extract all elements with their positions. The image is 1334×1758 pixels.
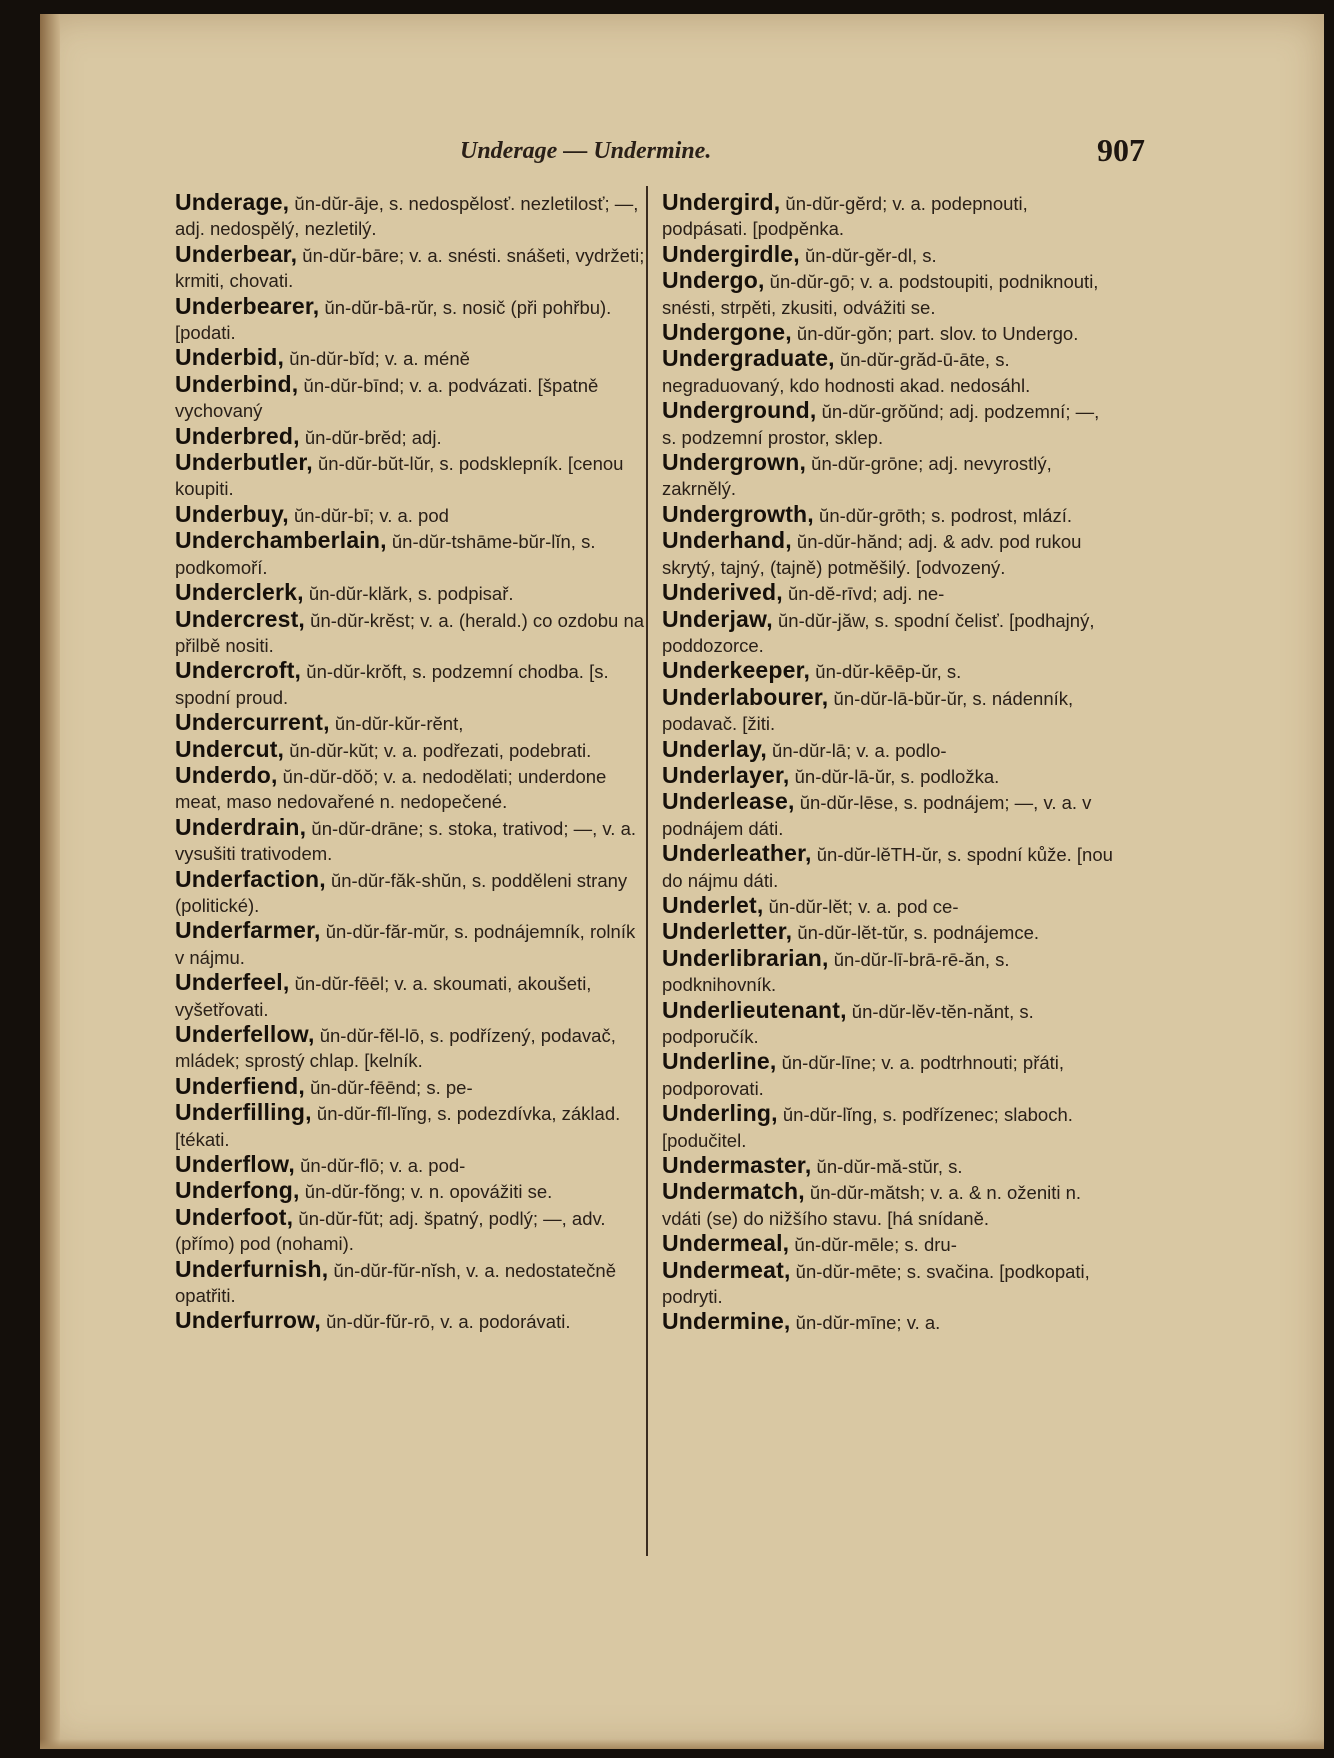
entry-headword: Undercurrent, [175, 709, 330, 736]
dictionary-entry [165, 658, 645, 710]
entry-headword: Underjaw, [662, 605, 773, 632]
dictionary-entry [165, 607, 645, 659]
entry-headword: Underflow, [175, 1151, 295, 1178]
left-column [165, 190, 645, 1570]
entry-definition: ŭn-dŭr-bī; v. a. pod [288, 504, 449, 526]
entry-headword: Underhand, [662, 527, 792, 554]
dictionary-entry [165, 502, 645, 528]
dictionary-entry [652, 190, 1117, 242]
entry-definition: ŭn-dŭr-mīne; v. a. [790, 1312, 941, 1334]
entry-headword: Underfellow, [175, 1021, 315, 1047]
dictionary-entry [652, 320, 1117, 346]
entry-definition: ŭn-dŭr-hănd; adj. & adv. pod rukou skrytý, tajný, (tajně) potměšilý. [odvozený. [662, 531, 1082, 578]
entry-headword: Undermaster, [662, 1152, 812, 1179]
entry-definition: ŭn-dŭr-lēse, s. podnájem; —, v. a. v podnájem dáti. [662, 792, 1092, 839]
entry-definition: ŭn-dŭr-gĕr-dl, s. [799, 244, 937, 266]
dictionary-entry [165, 372, 645, 424]
dictionary-entry [652, 1179, 1117, 1231]
running-title: Underage — Undermine. [460, 138, 712, 164]
entry-definition: ŭn-dŭr-lĕTH-ŭr, s. spodní kůže. [nou do nájmu dáti. [662, 844, 1113, 891]
dictionary-entry [165, 737, 645, 763]
entry-headword: Undergo, [662, 267, 765, 294]
dictionary-entry [165, 815, 645, 867]
entry-definition: ŭn-dŭr-făk-shŭn, s. podděleni strany (politické). [175, 869, 628, 916]
entry-headword: Underage, [175, 189, 290, 215]
entry-headword: Underlay, [662, 735, 767, 762]
dictionary-entry [652, 763, 1117, 789]
entry-headword: Underground, [662, 397, 817, 424]
entry-headword: Underfarmer, [175, 917, 321, 944]
entry-definition: ŭn-dŭr-tshāme-bŭr-lĭn, s. podkomoří. [175, 531, 596, 578]
column-divider [646, 186, 648, 1556]
dictionary-entry [652, 398, 1117, 450]
entry-headword: Underbid, [175, 344, 285, 371]
dictionary-entry [652, 841, 1117, 893]
entry-definition: ŭn-dŭr-lĕt; v. a. pod ce- [763, 895, 959, 917]
dictionary-entry [165, 345, 645, 371]
entry-headword: Underlayer, [662, 761, 790, 788]
dictionary-entry [652, 580, 1117, 606]
entry-definition: ŭn-dŭr-brĕd; adj. [299, 426, 442, 448]
entry-headword: Underbutler, [175, 449, 313, 476]
dictionary-entry [165, 1205, 645, 1257]
entry-headword: Underlieutenant, [662, 996, 847, 1023]
dictionary-entry [652, 1049, 1117, 1101]
dictionary-entry [165, 294, 645, 346]
entry-headword: Undergone, [662, 319, 792, 346]
entry-definition: ŭn-dŭr-fēēl; v. a. skoumati, akoušeti, vyšetřovati. [175, 973, 592, 1020]
dictionary-entry [165, 763, 645, 815]
entry-definition: ŭn-dŭr-grŏŭnd; adj. podzemní; —, s. podzemní prostor, sklep. [662, 401, 1100, 448]
entry-headword: Underchamberlain, [175, 527, 387, 554]
dictionary-entry [652, 789, 1117, 841]
entry-headword: Undermine, [662, 1308, 791, 1335]
entry-headword: Underfoot, [175, 1203, 294, 1230]
entry-headword: Undergraduate, [662, 345, 835, 372]
entry-headword: Underleather, [662, 840, 812, 867]
entry-definition: ŭn-dŭr-lā; v. a. podlo- [766, 739, 947, 761]
entry-definition: ŭn-dŭr-grōne; adj. nevyrostlý, zakrnělý. [662, 453, 1052, 500]
entry-definition: ŭn-dŭr-făr-mŭr, s. podnájemník, rolník v nájmu. [175, 921, 636, 968]
dictionary-entry [652, 346, 1117, 398]
dictionary-entry [165, 1074, 645, 1100]
dictionary-entry [652, 893, 1117, 919]
entry-definition: ŭn-dŭr-āje, s. nedospělosť. nezletilosť; —, adj. nedospělý, nezletilý. [175, 193, 639, 240]
dictionary-entry [165, 1257, 645, 1309]
page-header [40, 130, 1324, 170]
dictionary-entry [652, 502, 1117, 528]
dictionary-entry [165, 1178, 645, 1204]
entry-headword: Underline, [662, 1048, 777, 1075]
entry-definition: ŭn-dŭr-kŭr-rĕnt, [329, 713, 464, 735]
entry-headword: Undergirdle, [662, 240, 800, 267]
entry-headword: Underlabourer, [662, 683, 829, 710]
entry-definition: ŭn-dŭr-lĭng, s. podřízenec; slaboch. [podučitel. [662, 1104, 1073, 1151]
entry-definition: ŭn-dŭr-krĕst; v. a. (herald.) co ozdobu na přilbě nositi. [175, 609, 645, 656]
dictionary-entry [165, 1308, 645, 1334]
dictionary-entry [165, 242, 645, 294]
entry-definition: ŭn-dŭr-gō; v. a. podstoupiti, podniknouti, snésti, strpěti, zkusiti, odvážiti se. [662, 271, 1099, 318]
entry-definition: ŭn-dŭr-mă-stŭr, s. [811, 1156, 963, 1178]
dictionary-entry [165, 1022, 645, 1074]
entry-definition: ŭn-dŭr-fĭl-lĭng, s. podezdívka, základ. [tékati. [175, 1103, 621, 1150]
entry-headword: Underlibrarian, [662, 944, 829, 971]
entry-headword: Underfurrow, [175, 1307, 321, 1334]
entry-headword: Undermeal, [662, 1230, 790, 1257]
entry-definition: ŭn-dŭr-flō; v. a. pod- [294, 1155, 466, 1177]
right-column [652, 190, 1117, 1570]
dictionary-entry [652, 1258, 1117, 1310]
entry-headword: Underfilling, [175, 1099, 312, 1126]
entry-headword: Underfong, [175, 1177, 300, 1204]
entry-definition: ŭn-dŭr-grăd-ū-āte, s. negraduovaný, kdo hodnosti akad. nedosáhl. [662, 349, 1031, 396]
dictionary-entry [165, 450, 645, 502]
entry-definition: ŭn-dŭr-kŭt; v. a. podřezati, podebrati. [284, 739, 592, 761]
page-number: 907 [1097, 132, 1145, 168]
entry-definition: ŭn-dŭr-drāne; s. stoka, trativod; —, v. a. vysušiti trativodem. [175, 817, 636, 865]
entry-headword: Underkeeper, [662, 657, 811, 684]
dictionary-entry [652, 607, 1117, 659]
dictionary-entry [165, 918, 645, 970]
dictionary-entry [165, 528, 645, 580]
entry-definition: ŭn-dŭr-līne; v. a. podtrhnouti; přáti, podporovati. [662, 1052, 1065, 1099]
entry-definition: ŭn-dŭr-jăw, s. spodní čelisť. [podhajný, poddozorce. [662, 609, 1095, 656]
entry-definition: ŭn-dŭr-bīnd; v. a. podvázati. [špatně vychovaný [175, 374, 599, 422]
entry-definition: ŭn-dŭr-klărk, s. podpisař. [303, 583, 514, 605]
entry-definition: ŭn-dŭr-mătsh; v. a. & n. oženiti n. vdáti (se) do nižšího stavu. [há snídaně. [662, 1182, 1082, 1229]
entry-definition: ŭn-dŭr-fŭr-nĭsh, v. a. nedostatečně opatřiti. [175, 1259, 616, 1307]
entry-headword: Underbear, [175, 240, 298, 267]
entry-definition: ŭn-dŭr-kēēp-ŭr, s. [810, 661, 962, 683]
entry-definition: ŭn-dŭr-fĕl-lō, s. podřízený, podavač, mládek; sprostý chlap. [kelník. [175, 1025, 616, 1072]
entry-definition: ŭn-dŭr-fŭr-rō, v. a. podorávati. [320, 1311, 571, 1333]
entry-headword: Underfaction, [175, 865, 326, 892]
entry-definition: ŭn-dŭr-bĭd; v. a. méně [284, 348, 470, 370]
entry-headword: Underling, [662, 1100, 778, 1127]
entry-headword: Underlease, [662, 788, 795, 815]
entry-headword: Undergrowth, [662, 500, 814, 527]
dictionary-entry [165, 970, 645, 1022]
dictionary-entry [652, 1153, 1117, 1179]
entry-headword: Underbearer, [175, 292, 320, 319]
dictionary-entry [652, 450, 1117, 502]
entry-definition: ŭn-dŭr-mēle; s. dru- [789, 1234, 957, 1256]
dictionary-entry [652, 1101, 1117, 1153]
entry-headword: Underlet, [662, 891, 764, 918]
entry-definition: ŭn-dŭr-gĕrd; v. a. podepnouti, podpásati. [podpěnka. [662, 193, 1028, 240]
dictionary-page [40, 14, 1324, 1749]
entry-headword: Undercrest, [175, 605, 306, 632]
entry-headword: Undermatch, [662, 1178, 805, 1205]
entry-definition: ŭn-dŭr-dŏŏ; v. a. nedodělati; underdone meat, maso nedovařené n. nedopečené. [175, 765, 607, 813]
dictionary-entry [652, 268, 1117, 320]
dictionary-entry [652, 998, 1117, 1050]
entry-definition: ŭn-dŭr-bā-rŭr, s. nosič (při pohřbu). [podati. [175, 296, 612, 344]
entry-headword: Underived, [662, 579, 783, 606]
entry-headword: Underbind, [175, 370, 299, 397]
entry-headword: Underdo, [175, 761, 278, 788]
entry-headword: Undergrown, [662, 449, 807, 476]
entry-headword: Undercut, [175, 735, 285, 762]
entry-definition: ŭn-dŭr-mēte; s. svačina. [podkopati, podryti. [662, 1260, 1090, 1308]
entry-definition: ŭn-dŭr-lī-brā-rē-ăn, s. podknihovník. [662, 948, 1010, 996]
entry-headword: Underbuy, [175, 500, 289, 527]
entry-definition: ŭn-dŭr-bāre; v. a. snésti. snášeti, vydržeti; krmiti, chovati. [175, 244, 645, 292]
entry-headword: Underfiend, [175, 1072, 305, 1099]
entry-definition: ŭn-dŭr-lā-ŭr, s. podložka. [789, 765, 1000, 787]
dictionary-entry [165, 710, 645, 736]
entry-definition: ŭn-dŭr-gŏn; part. slov. to Undergo. [791, 323, 1079, 345]
entry-headword: Undermeat, [662, 1256, 791, 1283]
dictionary-entry [165, 190, 645, 242]
entry-headword: Underclerk, [175, 579, 304, 606]
entry-headword: Undergird, [662, 189, 781, 215]
entry-definition: ŭn-dŭr-grōth; s. podrost, mlází. [813, 504, 1072, 526]
entry-definition: ŭn-dŭr-krŏft, s. podzemní chodba. [s. spodní proud. [175, 661, 609, 708]
dictionary-entry [165, 1100, 645, 1152]
dictionary-entry [652, 528, 1117, 580]
dictionary-entry [652, 1309, 1117, 1335]
entry-definition: ŭn-dĕ-rīvd; adj. ne- [782, 583, 945, 605]
entry-definition: ŭn-dŭr-fēēnd; s. pe- [304, 1076, 473, 1098]
dictionary-entry [652, 1231, 1117, 1257]
dictionary-entry [652, 242, 1117, 268]
entry-definition: ŭn-dŭr-fŏng; v. n. opovážiti se. [299, 1181, 553, 1203]
dictionary-entry [652, 658, 1117, 684]
dictionary-entry [652, 946, 1117, 998]
entry-definition: ŭn-dŭr-lā-bŭr-ŭr, s. nádenník, podavač. [žiti. [662, 687, 1074, 735]
entry-headword: Underletter, [662, 918, 793, 945]
entry-headword: Underdrain, [175, 813, 307, 840]
dictionary-entry [165, 1152, 645, 1178]
entry-definition: ŭn-dŭr-bŭt-lŭr, s. podsklepník. [cenou koupiti. [175, 453, 624, 500]
dictionary-entry [165, 580, 645, 606]
dictionary-entry [165, 867, 645, 919]
entry-headword: Underbred, [175, 422, 300, 449]
dictionary-entry [165, 424, 645, 450]
page-binding-edge [40, 14, 60, 1749]
page-bottom-shadow [40, 1739, 1324, 1749]
entry-headword: Undercroft, [175, 657, 302, 684]
entry-headword: Underfeel, [175, 969, 290, 996]
dictionary-entry [652, 919, 1117, 945]
entry-headword: Underfurnish, [175, 1255, 329, 1282]
dictionary-entry [652, 685, 1117, 737]
dictionary-entry [652, 737, 1117, 763]
entry-definition: ŭn-dŭr-fŭt; adj. špatný, podlý; —, adv. (přímo) pod (nohami). [175, 1207, 606, 1255]
entry-definition: ŭn-dŭr-lĕt-tŭr, s. podnájemce. [792, 922, 1040, 944]
entry-definition: ŭn-dŭr-lĕv-tĕn-nănt, s. podporučík. [662, 1000, 1034, 1047]
